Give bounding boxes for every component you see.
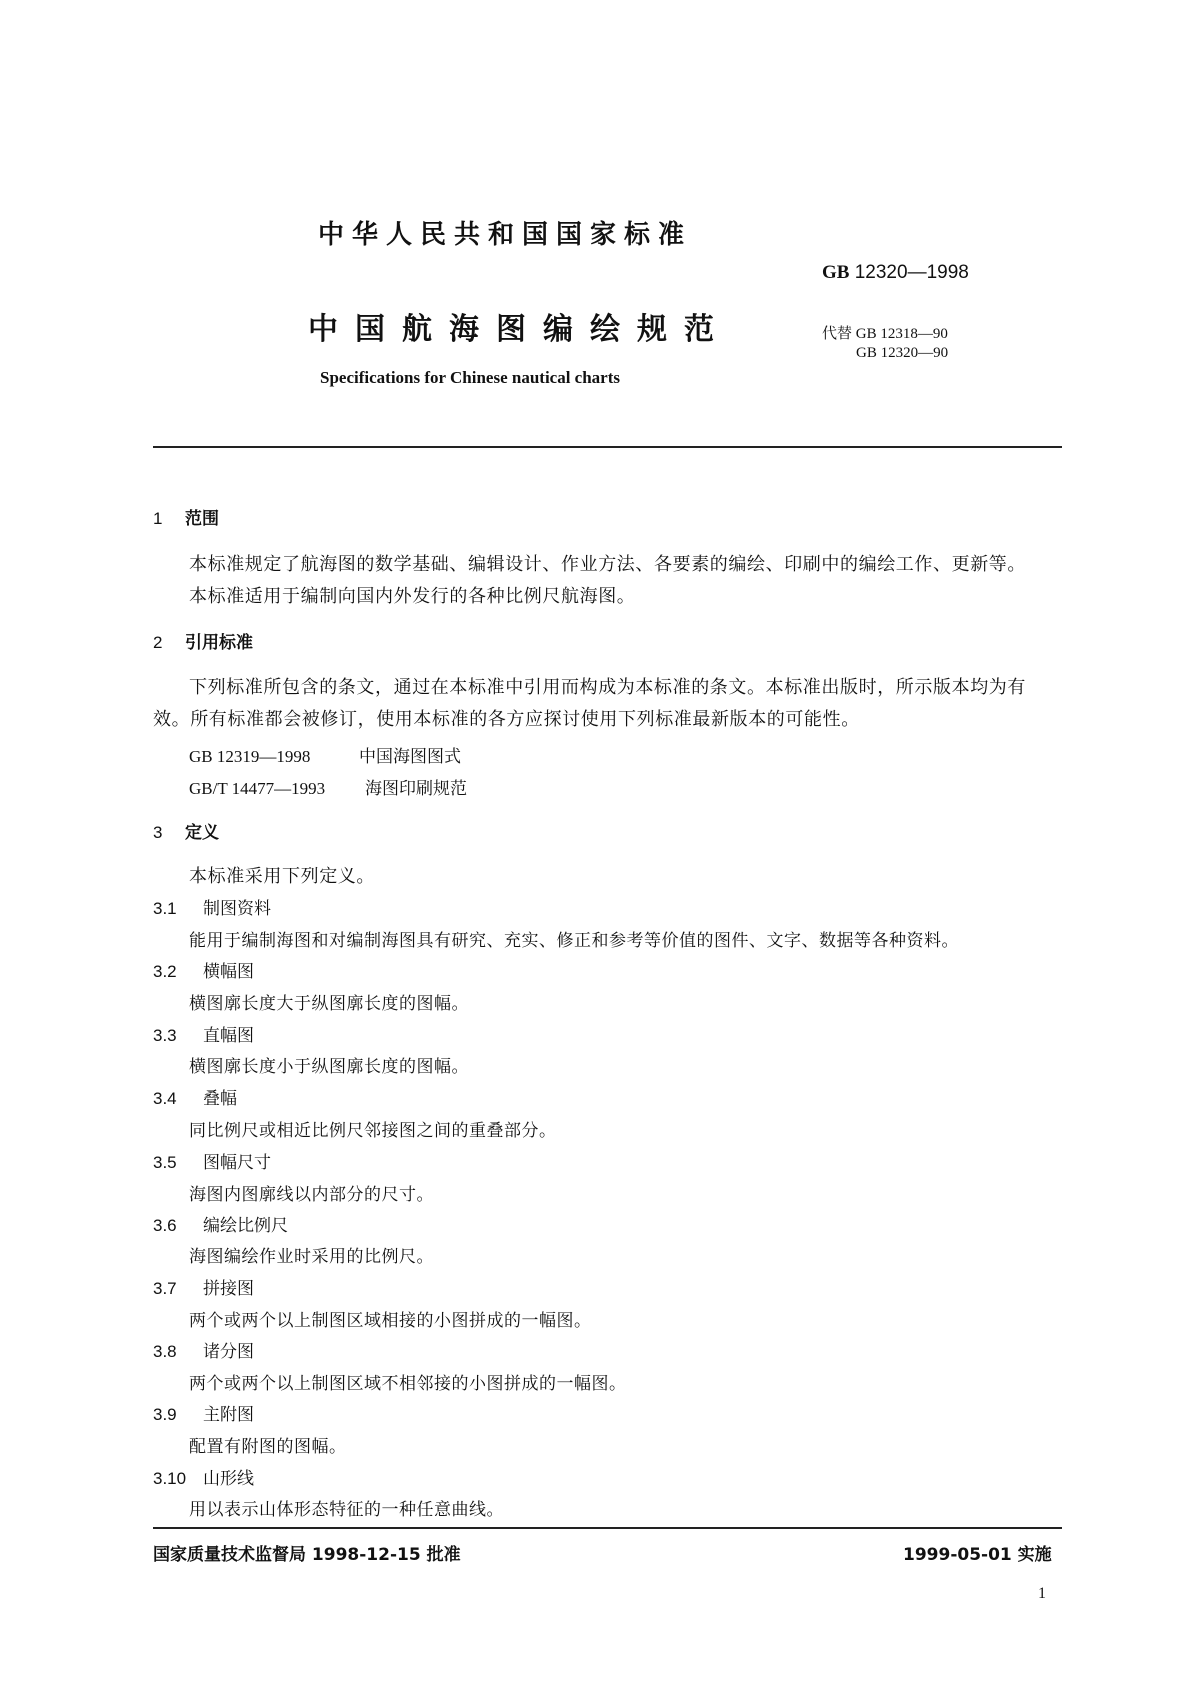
definition-number: 3.3 [153, 1026, 177, 1045]
definition-term [153, 1337, 254, 1362]
footer-divider [153, 1527, 1062, 1529]
definition-term [153, 957, 254, 982]
definition-term [153, 1021, 254, 1046]
national-standard-heading: 中华人民共和国国家标准 [318, 220, 693, 250]
definition-text: 横图廓长度大于纵图廓长度的图幅。 [189, 994, 469, 1014]
definition-term-name: 直幅图 [203, 1026, 254, 1046]
section-3-number: 3 [153, 823, 163, 842]
definition-text: 配置有附图的图幅。 [189, 1437, 347, 1457]
definition-term-name: 诸分图 [203, 1342, 254, 1362]
reference-item [189, 774, 467, 799]
replaces-label: 代替 [822, 326, 853, 342]
replaces-standard-2: GB 12320—90 [856, 345, 949, 361]
definition-text: 海图编绘作业时采用的比例尺。 [189, 1247, 434, 1267]
standard-code-prefix: GB [822, 262, 850, 283]
definition-number: 3.6 [153, 1216, 177, 1235]
definition-term [153, 1464, 254, 1489]
definition-text: 两个或两个以上制图区域相接的小图拼成的一幅图。 [189, 1311, 592, 1331]
definition-text: 横图廓长度小于纵图廓长度的图幅。 [189, 1057, 469, 1077]
definition-term [153, 1400, 254, 1425]
document-title-cn: 中国航海图编绘规范 [308, 312, 731, 347]
approval-statement: 国家质量技术监督局 1998-12-15 批准 [153, 1545, 461, 1565]
definition-number: 3.1 [153, 899, 177, 918]
definition-text: 能用于编制海图和对编制海图具有研究、充实、修正和参考等价值的图件、文字、数据等各种资料。 [189, 931, 959, 951]
definition-term-name: 横幅图 [203, 962, 254, 982]
effective-date: 1999-05-01 实施 [903, 1545, 1052, 1565]
definition-number: 3.9 [153, 1405, 177, 1424]
definition-term-name: 主附图 [203, 1405, 254, 1425]
definition-number: 3.8 [153, 1342, 177, 1361]
definition-term-name: 山形线 [203, 1469, 254, 1489]
definition-number: 3.5 [153, 1153, 177, 1172]
definition-term-name: 叠幅 [203, 1089, 237, 1109]
reference-name: 海图印刷规范 [365, 779, 467, 799]
definition-number: 3.2 [153, 962, 177, 981]
replaces-block [822, 325, 948, 363]
definition-term [153, 894, 271, 919]
standard-number [822, 262, 969, 284]
section-3-intro: 本标准采用下列定义。 [189, 866, 375, 887]
section-1-heading [153, 504, 219, 529]
section-2-number: 2 [153, 633, 163, 652]
section-1-number: 1 [153, 509, 163, 528]
definition-text: 两个或两个以上制图区域不相邻接的小图拼成的一幅图。 [189, 1374, 627, 1394]
section-1-paragraph-1: 本标准规定了航海图的数学基础、编辑设计、作业方法、各要素的编绘、印刷中的编绘工作、更新等。 [189, 554, 1026, 575]
section-3-title: 定义 [185, 823, 219, 843]
definition-term-name: 图幅尺寸 [203, 1153, 271, 1173]
reference-code: GB 12319—1998 [189, 747, 311, 766]
section-3-heading [153, 818, 219, 843]
section-2-heading [153, 628, 253, 653]
definition-term [153, 1084, 237, 1109]
definition-number: 3.4 [153, 1089, 177, 1108]
definition-term-name: 拼接图 [203, 1279, 254, 1299]
section-1-paragraph-2: 本标准适用于编制向国内外发行的各种比例尺航海图。 [189, 586, 636, 607]
reference-item [189, 742, 461, 767]
definition-number: 3.10 [153, 1469, 187, 1488]
section-2-title: 引用标准 [185, 633, 253, 653]
section-2-paragraph: 下列标准所包含的条文，通过在本标准中引用而构成为本标准的条文。本标准出版时，所示版本均为有效。所有标准都会被修订，使用本标准的各方应探讨使用下列标准最新版本的可能性。 [153, 677, 1026, 730]
document-title-en: Specifications for Chinese nautical charts [320, 368, 621, 387]
definition-text: 用以表示山体形态特征的一种任意曲线。 [189, 1500, 504, 1520]
definition-term [153, 1211, 288, 1236]
header-divider [153, 446, 1062, 448]
replaces-standard-1: GB 12318—90 [855, 326, 948, 342]
definition-text: 海图内图廓线以内部分的尺寸。 [189, 1185, 434, 1205]
definition-term [153, 1148, 271, 1173]
definition-term [153, 1274, 254, 1299]
reference-name: 中国海图图式 [359, 747, 461, 767]
definition-text: 同比例尺或相近比例尺邻接图之间的重叠部分。 [189, 1121, 557, 1141]
definition-term-name: 制图资料 [203, 899, 271, 919]
section-1-title: 范围 [185, 509, 219, 529]
page-number: 1 [1038, 1585, 1046, 1602]
definition-number: 3.7 [153, 1279, 177, 1298]
standard-code-number: 12320—1998 [854, 262, 969, 283]
reference-code: GB/T 14477—1993 [189, 779, 326, 798]
definition-term-name: 编绘比例尺 [203, 1216, 288, 1236]
